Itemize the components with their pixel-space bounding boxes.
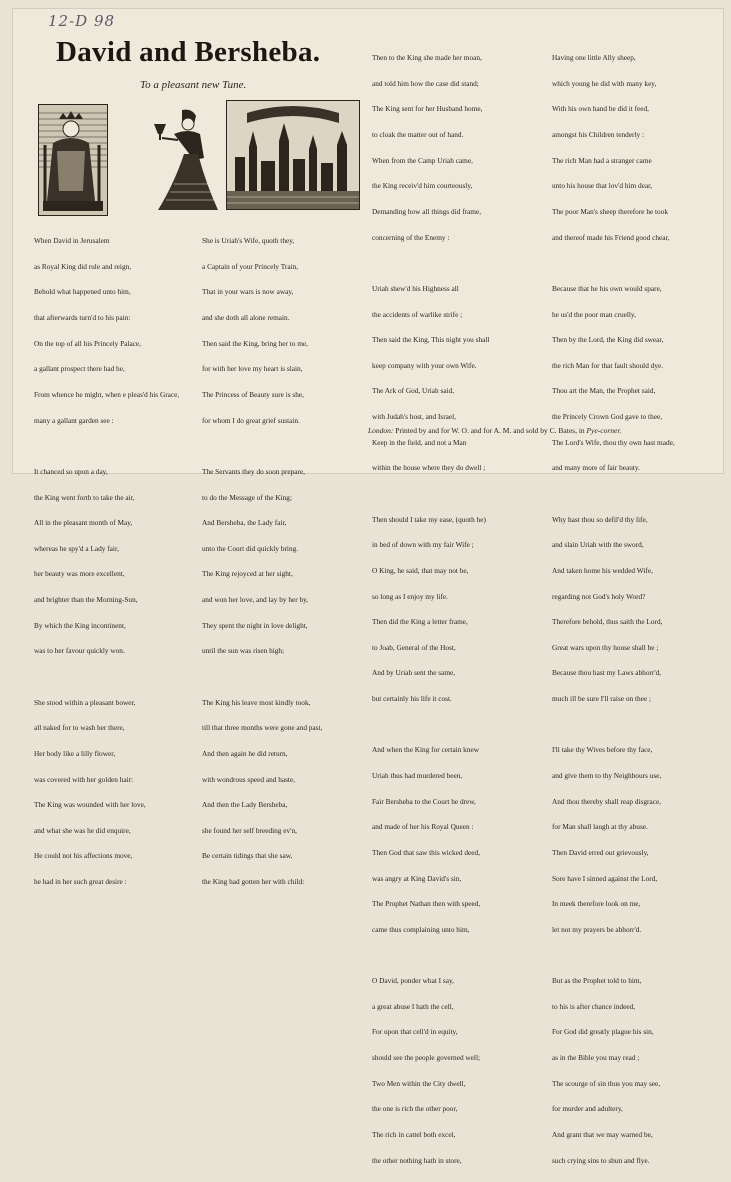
verse-line: Fair Bersheba to the Court he drew, [372, 796, 476, 806]
verse-line: which young he did with many key, [552, 78, 657, 88]
verse-line: a great abuse I hath the cell, [372, 1001, 454, 1011]
verse-line: Then by the Lord, the King did swear, [552, 335, 664, 345]
verse-line: so long as I enjoy my life. [372, 591, 448, 601]
verse-line: The King rejoyced at her sight, [202, 569, 293, 579]
verse-line: came thus complaining unto him, [372, 924, 470, 934]
verse-line: Be certain tidings that she saw, [202, 851, 293, 861]
verse-line: Then to the King she made her moan, [372, 53, 482, 63]
verse-line: should see the people governed well; [372, 1053, 481, 1063]
verse-line: Two Men within the City dwell, [372, 1078, 466, 1088]
verse-line: For upon that cell'd in equity, [372, 1027, 458, 1037]
verse-line [552, 490, 724, 499]
verse-line: The King was wounded with her love, [34, 800, 146, 810]
imprint-city: London: [368, 426, 394, 435]
verse-line: he had in her such great desire : [34, 877, 127, 887]
verse-line: Sore have I sinned against the Lord, [552, 873, 658, 883]
lady-with-cup-woodcut [144, 104, 222, 214]
verse-line: the other nothing hath in store, [372, 1155, 462, 1165]
verse-line: Then said the King, bring her to me, [202, 338, 308, 348]
verse-line: The rich in cattel both excel, [372, 1130, 456, 1139]
verse-line: and what she was he did enquire, [34, 825, 131, 835]
verse-line: the accidents of warlike strife ; [372, 309, 463, 319]
verse-line: Her body like a lilly flower, [34, 748, 116, 758]
verse-line: for murder and adultery, [552, 1104, 623, 1114]
verse-line: was to her favour quickly won. [34, 646, 125, 656]
verse-line: as Royal King did rule and reign, [34, 261, 132, 271]
verse-line: Then said the King, This night you shall [372, 335, 490, 345]
verse-line: The King his leave most kindly took, [202, 697, 311, 707]
verse-line: keep company with your own Wife. [372, 360, 477, 370]
verse-line: and made of her his Royal Queen : [372, 822, 474, 832]
verse-line: her beauty was more excellent, [34, 569, 125, 579]
verse-line: And when the King for certain knew [372, 745, 479, 755]
verse-line: For God did greatly plague his sin, [552, 1027, 654, 1037]
verse-line [552, 952, 724, 961]
verse-line: and give them to thy Neighbours use, [552, 771, 662, 781]
verse-line: in bed of down with my fair Wife ; [372, 540, 474, 550]
verse-line: for whom I do great grief sustain. [202, 415, 300, 425]
imprint-text: Printed by and for W. O. and for A. M. and sold by C. Bates, in [395, 426, 585, 435]
verse-line: The Ark of God, Uriah said, [372, 386, 455, 396]
verse-line: he us'd the poor man cruelly, [552, 309, 636, 319]
verse-line: the Princely Crown God gave to thee, [552, 412, 663, 422]
verse-line: O King, he said, that may not be, [372, 565, 469, 575]
verse-line: with wondrous speed and haste, [202, 774, 296, 784]
verse-line: to his is after chance indeed, [552, 1001, 636, 1011]
verse-line: The Prophet Nathan then with speed, [372, 899, 481, 909]
verse-line: the one is rich the other poor, [372, 1104, 458, 1114]
verse-line: she found her self breeding ev'n, [202, 825, 297, 835]
verse-line: The rich Man had a stranger came [552, 155, 652, 165]
verse-line: They spent the night in love delight, [202, 620, 308, 630]
verse-line: unto the Court did quickly bring. [202, 543, 299, 553]
verse-line: the rich Man for that fault should dye. [552, 360, 664, 370]
verse-line: She is Uriah's Wife, quoth they, [202, 236, 295, 246]
verse-line [202, 673, 367, 682]
verse-line [372, 721, 548, 730]
verse-line: Then should I take my ease, (quoth he) [372, 514, 486, 524]
verse-line: Then did the King a letter frame, [372, 617, 468, 627]
verse-line: O David, ponder what I say, [372, 976, 455, 986]
verse-line: That in your wars is now away, [202, 287, 294, 297]
verse-line [34, 673, 192, 682]
city-view-woodcut [226, 100, 360, 210]
tune-subtitle: To a pleasant new Tune. [140, 79, 247, 91]
verse-line: whereas he spy'd a Lady fair, [34, 543, 119, 553]
verse-line [552, 259, 724, 268]
verse-line: Because thou hast my Laws abhorr'd, [552, 668, 662, 678]
verse-line: Uriah thus had murdered been, [372, 771, 463, 781]
verse-line: When from the Camp Uriah came, [372, 155, 473, 165]
verse-line: was angry at King David's sin, [372, 873, 462, 883]
ballad-column-2 [202, 220, 367, 904]
verse-line: the King had gotten her with child: [202, 877, 305, 887]
verse-line [34, 442, 192, 451]
verse-line: And then again he did return, [202, 748, 288, 758]
verse-line: as in the Bible you may read ; [552, 1053, 640, 1063]
verse-line: but certainly his life it cost. [372, 694, 452, 704]
verse-line: By which the King incontinent, [34, 620, 126, 630]
verse-line: to Joab, General of the Host, [372, 642, 456, 652]
verse-line: that afterwards turn'd to his pain: [34, 313, 131, 323]
verse-line: The Lord's Wife, thou thy own hast made, [552, 437, 675, 447]
verse-line [372, 259, 548, 268]
verse-line [372, 490, 548, 499]
verse-line: and slain Uriah with the sword, [552, 540, 644, 550]
verse-line [202, 442, 367, 451]
verse-line: many a gallant garden see : [34, 415, 114, 425]
verse-line [372, 952, 548, 961]
verse-line: The Princess of Beauty sure is she, [202, 389, 304, 399]
verse-line: Behold what happened unto him, [34, 287, 131, 297]
verse-line: He could not his affections move, [34, 851, 133, 861]
verse-line: Great wars upon thy house shall be ; [552, 642, 659, 652]
verse-line: and many more of fair beauty. [552, 463, 640, 473]
verse-line: all naked for to wash her there, [34, 723, 125, 733]
verse-line: Having one little Ally sheep, [552, 53, 636, 63]
ballad-title: David and Bersheba. [56, 36, 321, 68]
verse-line: much ill be sure I'll raise on thee ; [552, 694, 651, 704]
ballad-column-1 [34, 220, 192, 904]
verse-line: regarding not God's holy Word? [552, 591, 646, 601]
broadside-sheet [12, 8, 724, 1165]
king-seated-woodcut [38, 104, 108, 216]
verse-line: In meek therefore look on me, [552, 899, 641, 909]
verse-line: And taken home his wedded Wife, [552, 565, 653, 575]
verse-line: And then the Lady Bersheba, [202, 800, 288, 810]
verse-line: and brighter than the Morning-Sun, [34, 595, 138, 605]
verse-line: Then David erred out grievously, [552, 847, 649, 857]
verse-line: for with her love my heart is slain, [202, 364, 303, 374]
verse-line: I'll take thy Wives before thy face, [552, 745, 653, 755]
verse-line: And grant that we may warned be, [552, 1130, 653, 1139]
verse-line: She stood within a pleasant bower, [34, 697, 136, 707]
verse-line: let not my prayers be abhorr'd. [552, 924, 642, 934]
verse-line: The poor Man's sheep therefore he took [552, 206, 668, 216]
verse-line: amongst his Children tenderly : [552, 130, 645, 140]
verse-line: The King sent for her Husband home, [372, 104, 483, 114]
verse-line: within the house where they do dwell ; [372, 463, 486, 473]
verse-line: unto his house that lov'd him dear, [552, 181, 653, 191]
verse-line: was covered with her golden hair: [34, 774, 134, 784]
verse-line: concerning of the Enemy : [372, 232, 450, 242]
verse-line: and told him how the case did stand; [372, 78, 479, 88]
verse-line: the King receiv'd him courteously, [372, 181, 473, 191]
verse-line: with Judah's host, and Israel, [372, 412, 456, 422]
verse-line: a Captain of your Princely Train, [202, 261, 299, 271]
verse-line: Then God that saw this wicked deed, [372, 847, 481, 857]
verse-line: to cloak the matter out of hand. [372, 130, 464, 140]
verse-line: till that three months were gone and past, [202, 723, 323, 733]
verse-line: and won her love, and lay by her by, [202, 595, 309, 605]
verse-line: And Bersheba, the Lady fair, [202, 518, 287, 528]
imprint-place: Pye-corner. [586, 426, 622, 435]
ballad-column-3 [372, 37, 548, 1182]
verse-line: And by Uriah sent the same, [372, 668, 456, 678]
verse-line: When David in Jerusalem [34, 236, 110, 246]
verse-line: The Servants they do soon prepare, [202, 466, 305, 476]
verse-line: Demanding how all things did frame, [372, 206, 482, 216]
verse-line: The scourge of sin thus you may see, [552, 1078, 661, 1088]
imprint-line [368, 426, 698, 435]
verse-line: the King went forth to take the air, [34, 492, 135, 502]
verse-line: until the sun was risen high; [202, 646, 285, 656]
verse-line [552, 721, 724, 730]
ballad-column-4 [552, 37, 724, 1182]
verse-line: for Man shall laugh at thy abuse. [552, 822, 648, 832]
verse-line: On the top of all his Princely Palace, [34, 338, 141, 348]
verse-line: such crying sins to shun and flye. [552, 1155, 650, 1165]
verse-line: But as the Prophet told to him, [552, 976, 642, 986]
verse-line: a gallant prospect there had he, [34, 364, 125, 374]
verse-line: From whence he might, when e pleas'd his Grace, [34, 389, 180, 399]
verse-line: Uriah shew'd his Highness all [372, 283, 459, 293]
shelfmark-handwriting: 12-D 98 [48, 12, 116, 30]
verse-line: Thou art the Man, the Prophet said, [552, 386, 656, 396]
verse-line: It chanced so upon a day, [34, 466, 108, 476]
verse-line: With his own hand he did it feed, [552, 104, 649, 114]
verse-line: and thereof made his Friend good chear, [552, 232, 670, 242]
verse-line: Therefore behold, thus saith the Lord, [552, 617, 663, 627]
verse-line: Keep in the field, and not a Man [372, 437, 467, 447]
verse-line: And thou thereby shall reap disgrace, [552, 796, 662, 806]
verse-line: to do the Message of the King; [202, 492, 292, 502]
verse-line: All in the pleasant month of May, [34, 518, 133, 528]
verse-line: Why hast thou so defil'd thy life, [552, 514, 648, 524]
verse-line: Because that he his own would spare, [552, 283, 662, 293]
verse-line: and she doth all alone remain. [202, 313, 290, 323]
